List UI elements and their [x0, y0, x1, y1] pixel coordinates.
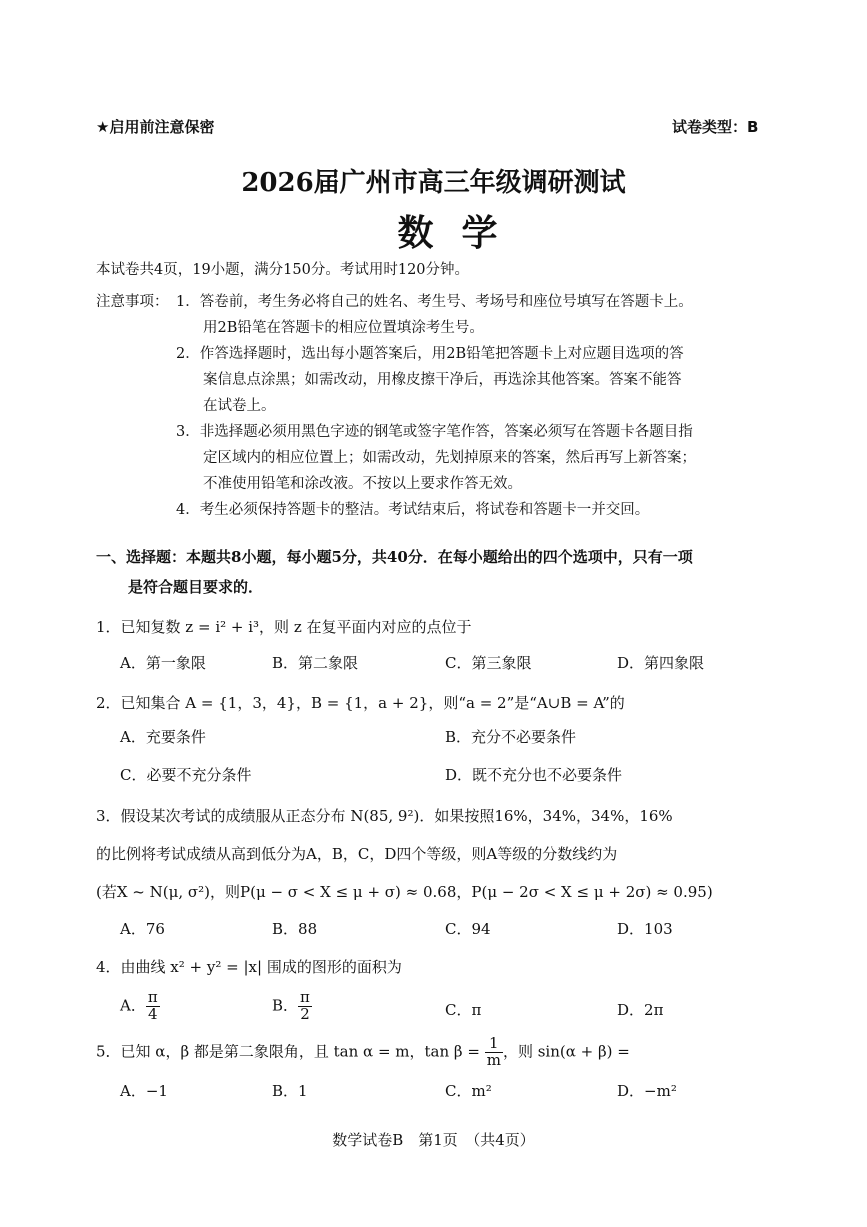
question-3-line1: 3．假设某次考试的成绩服从正态分布 N(85, 9²)．如果按照16%，34%，34%，16% — [96, 807, 673, 825]
question-2-stem: 2．已知集合 A = {1，3，4}，B = {1，a + 2}，则“a = 2”是“A∪B = A”的 — [96, 694, 625, 712]
note-line: 2．作答选择题时，选出每小题答案后，用2B铅笔把答题卡上对应题目选项的答 — [176, 346, 684, 362]
note-line: 在试卷上。 — [203, 398, 276, 414]
q2-option-c: C．必要不充分条件 — [120, 766, 252, 784]
q2-option-b: B．充分不必要条件 — [445, 728, 577, 746]
confidential-note: ★启用前注意保密 — [96, 118, 215, 136]
q4-option-b — [272, 990, 312, 1023]
q1-option-a: A．第一象限 — [120, 654, 206, 672]
q3-option-a: A．76 — [120, 920, 165, 938]
q4-option-d-label: D． — [617, 1001, 645, 1019]
q2-option-d: D．既不充分也不必要条件 — [445, 766, 623, 784]
question-1-stem: 1．已知复数 z = i² + i³，则 z 在复平面内对应的点位于 — [96, 618, 472, 636]
question-5-stem — [96, 1036, 630, 1069]
q2-option-a: A．充要条件 — [120, 728, 206, 746]
exam-title: 2026届广州市高三年级调研测试 — [241, 168, 626, 198]
notes-label: 注意事项： — [96, 294, 169, 310]
q4-option-d-value: 2π — [644, 1001, 664, 1019]
note-line: 4．考生必须保持答题卡的整洁。考试结束后，将试卷和答题卡一并交回。 — [176, 502, 650, 518]
q5-option-d: D．−m² — [617, 1082, 677, 1100]
q4-option-c-value: π — [471, 1001, 482, 1019]
q1-option-b: B．第二象限 — [272, 654, 359, 672]
q1-option-c: C．第三象限 — [445, 654, 532, 672]
section-heading: 一、选择题：本题共8小题，每小题5分，共40分．在每小题给出的四个选项中，只有一项 — [96, 548, 693, 566]
subject-title: 数学 — [397, 212, 526, 254]
paper-type: 试卷类型：B — [672, 118, 759, 136]
q3-option-c: C．94 — [445, 920, 491, 938]
section-heading-cont: 是符合题目要求的． — [128, 578, 264, 596]
q4-option-a-fraction: $\frac{\pi}{4}$ — [147, 988, 158, 1023]
note-line: 1．答卷前，考生务必将自己的姓名、考生号、考场号和座位号填写在答题卡上。 — [176, 294, 693, 310]
page-footer: 数学试卷B 第1页 （共4页） — [332, 1131, 535, 1149]
q4-option-a — [120, 990, 160, 1023]
q5-option-c: C．m² — [445, 1082, 492, 1100]
q4-option-c — [445, 999, 481, 1020]
question-3-hint: (若X ~ N(μ, σ²)，则P(μ − σ < X ≤ μ + σ) ≈ 0.68，P(μ − 2σ < X ≤ μ + 2σ) ≈ 0.95) — [96, 883, 713, 901]
q4-option-b-label: B． — [272, 996, 299, 1015]
q5-stem-pre: 5．已知 α，β 都是第二象限角，且 tan α = m，tan β = — [96, 1042, 480, 1061]
q1-option-d: D．第四象限 — [617, 654, 705, 672]
exam-intro: 本试卷共4页，19小题，满分150分。考试用时120分钟。 — [96, 262, 470, 278]
q4-option-c-label: C． — [445, 1001, 472, 1019]
note-line: 3．非选择题必须用黑色字迹的钢笔或签字笔作答，答案必须写在答题卡各题目指 — [176, 424, 693, 440]
q5-tan-beta-fraction: $\frac{1}{m}$ — [486, 1034, 501, 1069]
question-4-stem: 4．由曲线 x² + y² = |x| 围成的图形的面积为 — [96, 958, 402, 976]
q4-option-b-fraction: $\frac{\pi}{2}$ — [300, 988, 310, 1023]
q3-option-b: B．88 — [272, 920, 318, 938]
q5-option-b: B．1 — [272, 1082, 308, 1100]
note-line: 案信息点涂黑；如需改动，用橡皮擦干净后，再选涂其他答案。答案不能答 — [203, 372, 682, 388]
note-line: 定区域内的相应位置上；如需改动，先划掉原来的答案，然后再写上新答案； — [203, 450, 696, 466]
q3-option-d: D．103 — [617, 920, 673, 938]
q5-option-a: A．−1 — [120, 1082, 168, 1100]
q4-option-d — [617, 999, 663, 1020]
note-line: 不准使用铅笔和涂改液。不按以上要求作答无效。 — [203, 476, 522, 492]
q4-option-a-label: A． — [120, 996, 146, 1015]
q5-stem-post: ，则 sin(α + β) = — [502, 1042, 630, 1061]
question-3-line2: 的比例将考试成绩从高到低分为A，B，C，D四个等级，则A等级的分数线约为 — [96, 845, 618, 863]
note-line: 用2B铅笔在答题卡的相应位置填涂考生号。 — [203, 320, 484, 336]
